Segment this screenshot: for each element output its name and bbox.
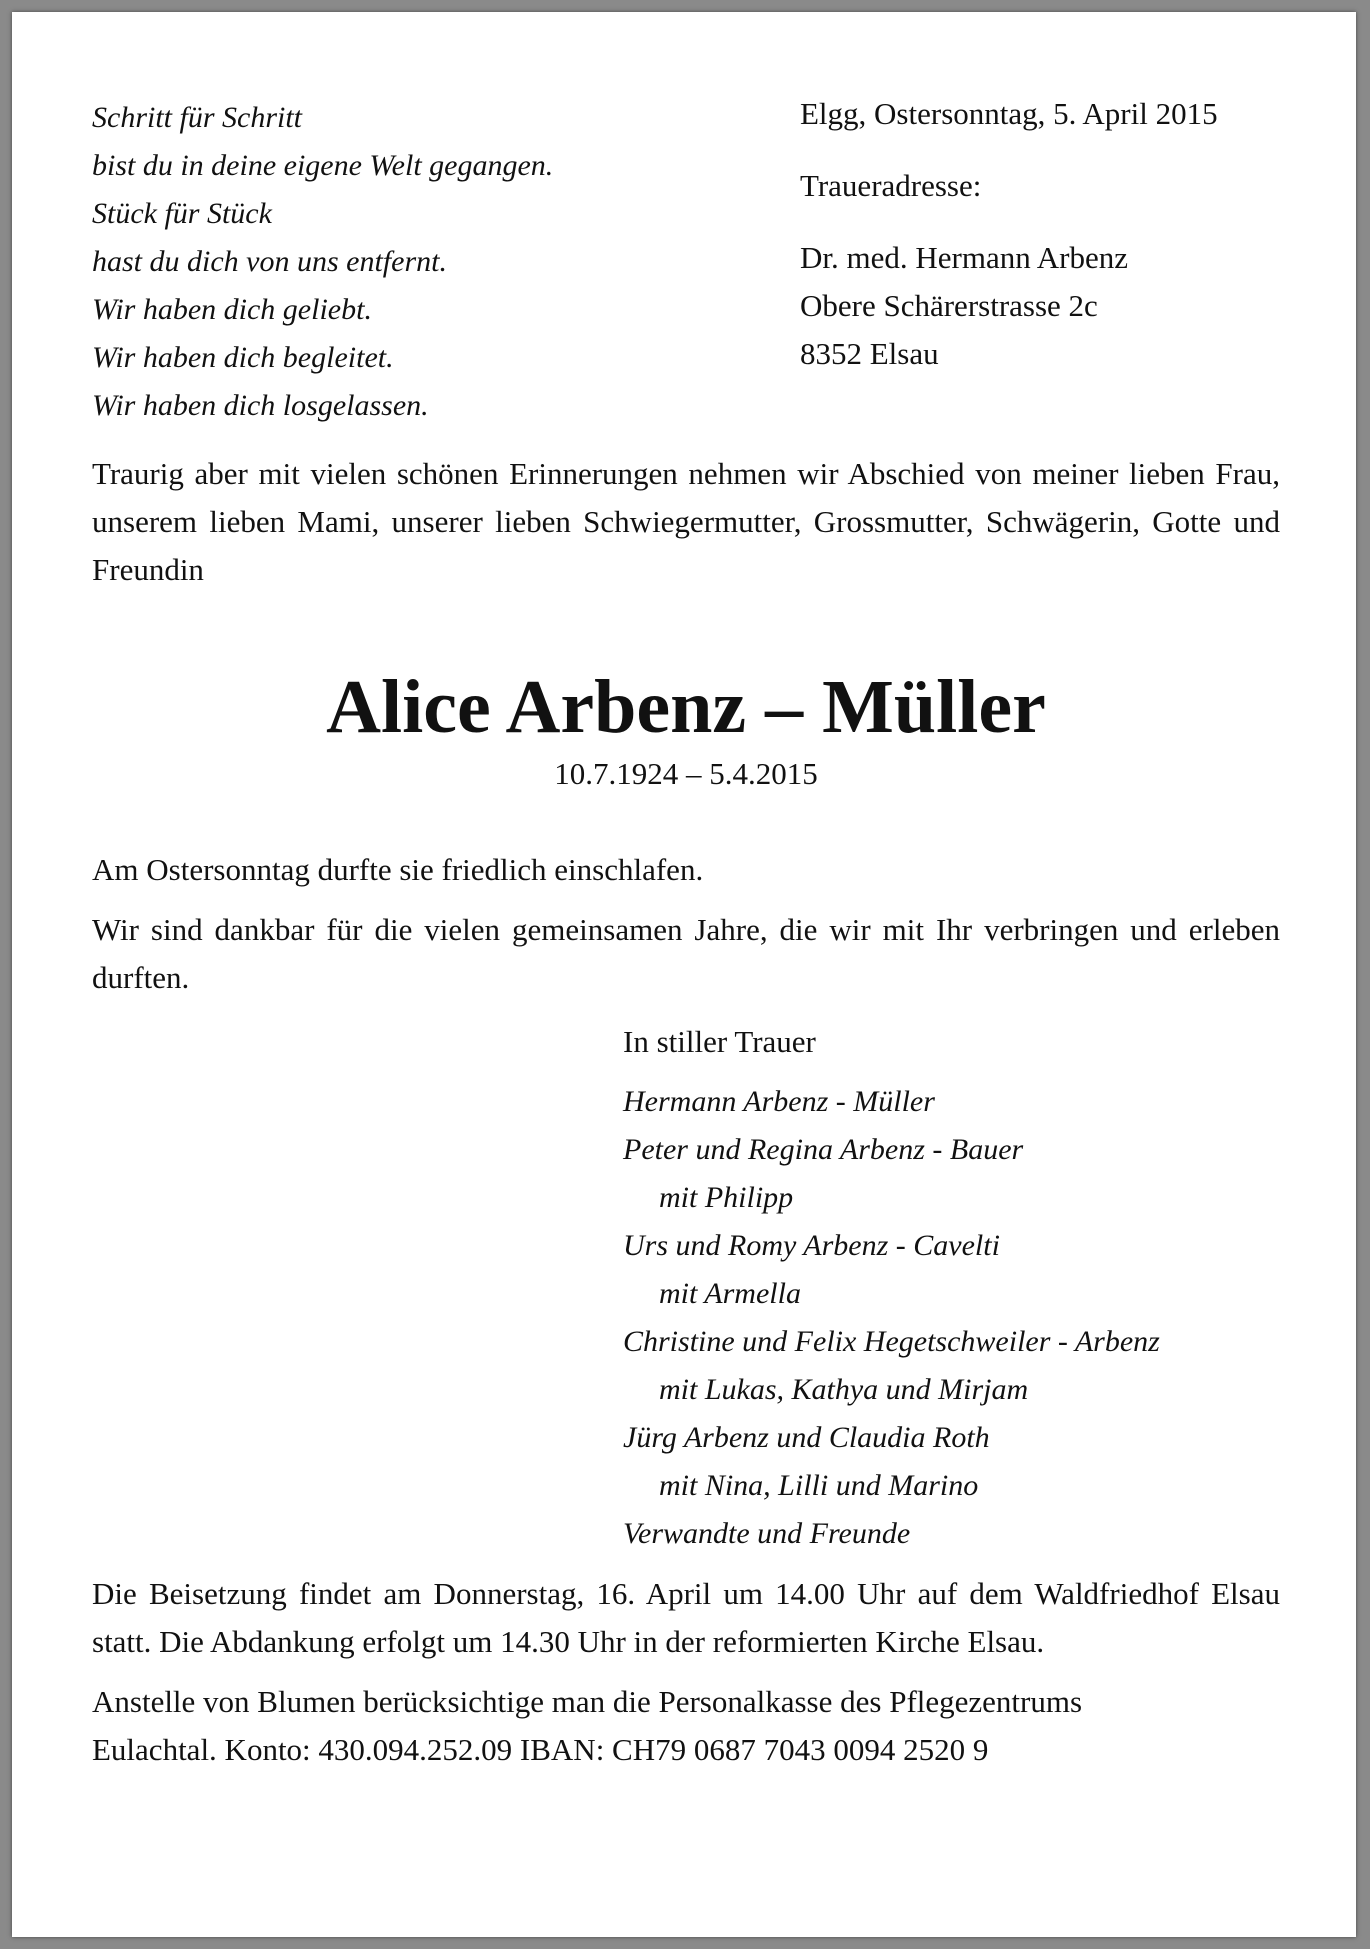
mourner-line: Christine und Felix Hegetschweiler - Arbenz (623, 1325, 1160, 1358)
donation-line: Anstelle von Blumen berücksichtige man die Personalkasse des Pflegezentrums (92, 1684, 1083, 1719)
place-date: Elgg, Ostersonntag, 5. April 2015 (800, 96, 1218, 131)
address-label: Traueradresse: (800, 168, 982, 203)
mourners-list (623, 1078, 1280, 1558)
mourners-block (623, 1018, 1280, 1558)
thanks-paragraph: Wir sind dankbar für die vielen gemeinsamen Jahre, die wir mit Ihr verbringen und erleben durften. (92, 912, 1280, 995)
mourner-line: mit Philipp (659, 1181, 794, 1214)
mourning-address-block (800, 90, 1218, 378)
poem-line: Wir haben dich geliebt. (92, 293, 372, 326)
top-section (92, 80, 1280, 440)
life-dates: 10.7.1924 – 5.4.2015 (554, 756, 818, 791)
donation-line: Eulachtal. Konto: 430.094.252.09 IBAN: CH79 0687 7043 0094 2520 9 (92, 1732, 989, 1767)
poem-line: hast du dich von uns entfernt. (92, 245, 447, 278)
deceased-name: Alice Arbenz – Müller (326, 665, 1046, 749)
mourner-line: mit Lukas, Kathya und Mirjam (659, 1373, 1029, 1406)
mourner-line: Peter und Regina Arbenz - Bauer (623, 1133, 1024, 1166)
funeral-paragraph: Die Beisetzung findet am Donnerstag, 16. April um 14.00 Uhr auf dem Waldfriedhof Elsau statt. Die Abdankung erfolgt um 14.30 Uhr in der reformierten Kirche Elsau. (92, 1576, 1280, 1659)
sleep-paragraph: Am Ostersonntag durfte sie friedlich einschlafen. (92, 852, 704, 887)
intro-paragraph: Traurig aber mit vielen schönen Erinnerungen nehmen wir Abschied von meiner lieben Frau, unserem lieben Mami, unserer lieben Schwiegermutter, Grossmutter, Schwägerin, Gotte und Freundin (92, 456, 1280, 587)
mourner-line: Jürg Arbenz und Claudia Roth (623, 1421, 990, 1454)
address-name: Dr. med. Hermann Arbenz (800, 240, 1128, 275)
donation-paragraph (92, 1678, 1280, 1774)
poem-line: bist du in deine eigene Welt gegangen. (92, 149, 554, 182)
address-street: Obere Schärerstrasse 2c (800, 288, 1098, 323)
mourner-line: Urs und Romy Arbenz - Cavelti (623, 1229, 1000, 1262)
mourners-heading: In stiller Trauer (623, 1024, 816, 1059)
poem (92, 94, 553, 430)
poem-line: Wir haben dich losgelassen. (92, 389, 429, 422)
mourner-line: mit Nina, Lilli und Marino (659, 1469, 979, 1502)
page-content (92, 80, 1280, 1774)
poem-line: Schritt für Schritt (92, 101, 302, 134)
address-city: 8352 Elsau (800, 336, 939, 371)
poem-line: Stück für Stück (92, 197, 272, 230)
mourner-line: Verwandte und Freunde (623, 1517, 911, 1550)
mourner-line: Hermann Arbenz - Müller (623, 1085, 935, 1118)
poem-line: Wir haben dich begleitet. (92, 341, 394, 374)
mourner-line: mit Armella (659, 1277, 801, 1310)
obituary-page (12, 12, 1356, 1937)
